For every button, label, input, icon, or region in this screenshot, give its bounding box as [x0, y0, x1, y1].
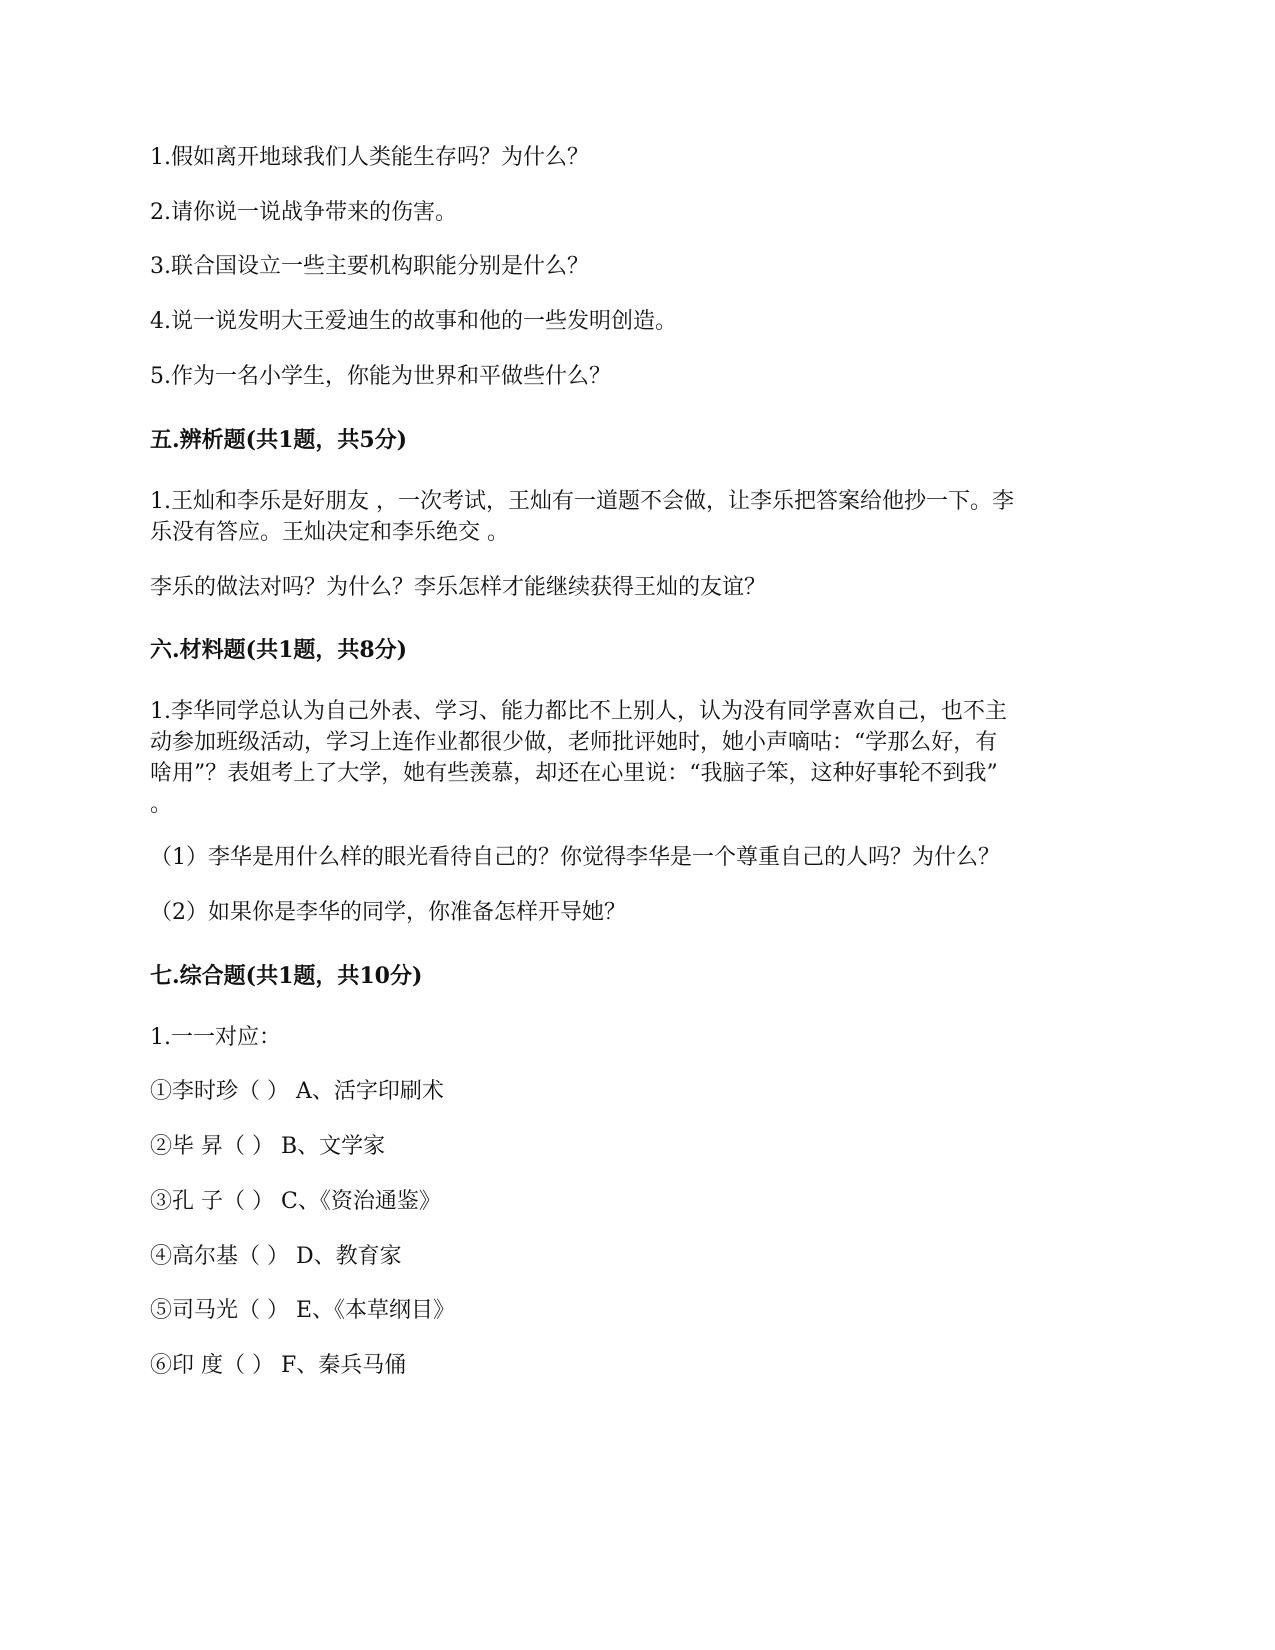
- section-heading: 五.辨析题(共1题，共5分): [150, 427, 408, 453]
- matching-item: ④高尔基（ ） D、教育家: [150, 1244, 402, 1269]
- question-text: 2.请你说一说战争带来的伤害。: [150, 200, 457, 225]
- matching-item: ⑤司马光（ ） E、《本草纲目》: [150, 1298, 456, 1323]
- question-text: 1.假如离开地球我们人类能生存吗？为什么？: [150, 145, 589, 170]
- matching-item: ③孔 子（ ） C、《资治通鉴》: [150, 1189, 441, 1214]
- sub-question: （1）李华是用什么样的眼光看待自己的？你觉得李华是一个尊重自己的人吗？为什么？: [150, 845, 1000, 870]
- matching-item: ②毕 昇（ ） B、文学家: [150, 1134, 386, 1159]
- section-heading: 六.材料题(共1题，共8分): [150, 637, 408, 663]
- question-text: 5.作为一名小学生，你能为世界和平做些什么？: [150, 364, 611, 389]
- section-heading: 七.综合题(共1题，共10分): [150, 963, 423, 989]
- question-prompt: 李乐的做法对吗？为什么？李乐怎样才能继续获得王灿的友谊？: [150, 575, 767, 600]
- material-text: 1.李华同学总认为自己外表、学习、能力都比不上别人，认为没有同学喜欢自己，也不主: [150, 699, 1007, 724]
- question-text: 1.王灿和李乐是好朋友 ，一次考试，王灿有一道题不会做，让李乐把答案给他抄一下。李: [150, 489, 1014, 514]
- sub-question: （2）如果你是李华的同学，你准备怎样开导她？: [150, 900, 626, 925]
- question-text: 3.联合国设立一些主要机构职能分别是什么？: [150, 254, 589, 279]
- material-text: 。: [150, 792, 173, 817]
- question-text: 4.说一说发明大王爱迪生的故事和他的一些发明创造。: [150, 309, 677, 334]
- question-text: 1.一一对应：: [150, 1025, 281, 1050]
- matching-item: ⑥印 度（ ） F、秦兵马俑: [150, 1353, 407, 1378]
- question-text: 乐没有答应。王灿决定和李乐绝交 。: [150, 520, 509, 545]
- matching-item: ①李时珍（ ） A、活字印刷术: [150, 1079, 444, 1104]
- material-text: 啥用”？表姐考上了大学，她有些羡慕，却还在心里说：“我脑子笨，这种好事轮不到我”: [150, 761, 998, 786]
- material-text: 动参加班级活动，学习上连作业都很少做，老师批评她时，她小声嘀咕：“学那么好，有: [150, 730, 998, 755]
